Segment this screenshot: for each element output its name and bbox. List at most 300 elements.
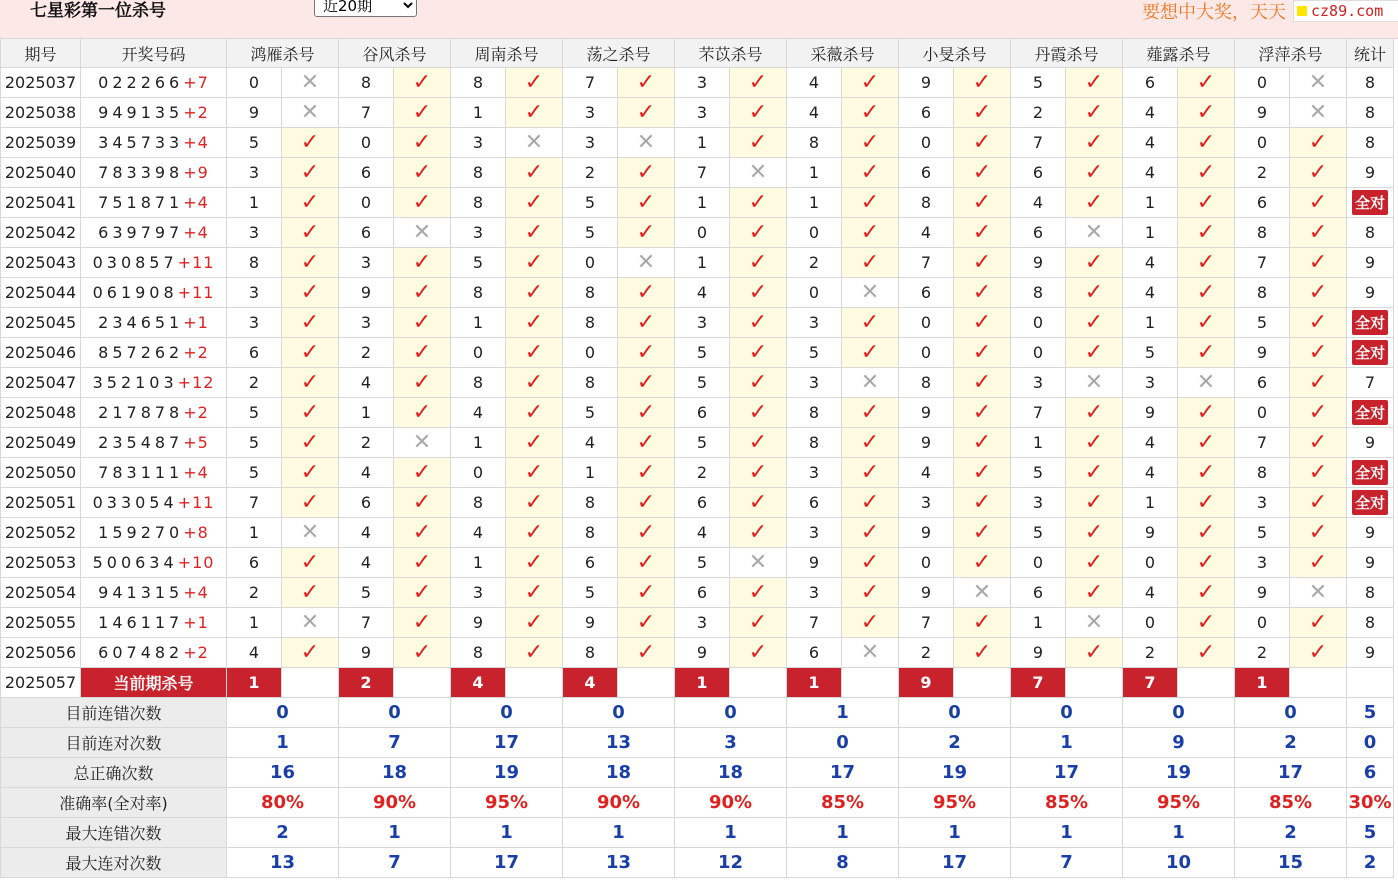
cross-icon <box>1290 578 1347 608</box>
table-row <box>1 488 1394 518</box>
check-icon <box>394 518 451 548</box>
summary-row <box>1 848 1394 878</box>
check-icon: ✓ <box>972 189 992 215</box>
draw-numbers <box>81 488 227 518</box>
stat-value: 8 <box>1364 103 1376 122</box>
kill-number: 1 <box>675 188 730 218</box>
issue-number: 2025048 <box>1 398 81 428</box>
col-header-expert: 浮萍杀号 <box>1235 39 1347 68</box>
stat-value: 9 <box>1364 283 1376 302</box>
draw-main: 061908 <box>92 283 178 302</box>
col-header-expert: 采薇杀号 <box>787 39 899 68</box>
summary-value: 0 <box>899 698 1011 728</box>
summary-value: 95% <box>1123 788 1235 818</box>
check-icon <box>730 248 787 278</box>
summary-value: 85% <box>1011 788 1123 818</box>
draw-bonus: +4 <box>183 133 209 152</box>
kill-number: 5 <box>787 338 842 368</box>
issue-number: 2025046 <box>1 338 81 368</box>
summary-value: 0 <box>1123 698 1235 728</box>
kill-number: 8 <box>451 188 506 218</box>
check-icon <box>1178 128 1235 158</box>
check-icon <box>394 638 451 668</box>
check-icon <box>730 428 787 458</box>
kill-number: 4 <box>1123 428 1178 458</box>
check-icon <box>1178 68 1235 98</box>
summary-value: 80% <box>227 788 339 818</box>
check-icon: ✓ <box>1196 489 1216 515</box>
draw-numbers <box>81 278 227 308</box>
summary-value: 0 <box>787 728 899 758</box>
kill-number: 5 <box>1235 518 1290 548</box>
kill-number: 2 <box>1123 638 1178 668</box>
check-icon <box>954 158 1011 188</box>
current-kill-spacer <box>1178 668 1235 698</box>
check-icon <box>1178 638 1235 668</box>
check-icon: ✓ <box>412 69 432 95</box>
kill-number: 6 <box>675 578 730 608</box>
kill-number: 6 <box>339 488 394 518</box>
cross-icon: ✕ <box>860 279 880 305</box>
summary-value: 9 <box>1123 728 1235 758</box>
kill-number: 0 <box>899 128 954 158</box>
kill-number: 4 <box>899 218 954 248</box>
all-right-badge: 全对 <box>1352 190 1388 215</box>
summary-value: 90% <box>675 788 787 818</box>
current-kill-number: 1 <box>1235 668 1290 698</box>
kill-number: 1 <box>451 98 506 128</box>
current-kill-number: 2 <box>339 668 394 698</box>
current-kill-number: 1 <box>787 668 842 698</box>
stat-value: 8 <box>1364 613 1376 632</box>
check-icon <box>1178 608 1235 638</box>
kill-number: 3 <box>899 488 954 518</box>
site-badge[interactable] <box>1293 0 1398 22</box>
kill-number: 0 <box>563 248 618 278</box>
kill-number: 9 <box>451 608 506 638</box>
check-icon <box>730 128 787 158</box>
issue-number: 2025054 <box>1 578 81 608</box>
check-icon <box>506 308 563 338</box>
check-icon: ✓ <box>1308 159 1328 185</box>
check-icon <box>1178 218 1235 248</box>
draw-main: 146117 <box>98 613 184 632</box>
kill-number: 8 <box>563 518 618 548</box>
draw-bonus: +11 <box>177 253 215 272</box>
draw-numbers <box>81 638 227 668</box>
draw-bonus: +4 <box>183 463 209 482</box>
check-icon <box>1066 518 1123 548</box>
kill-number: 4 <box>563 428 618 458</box>
check-icon <box>618 218 675 248</box>
check-icon: ✓ <box>748 459 768 485</box>
check-icon: ✓ <box>1308 249 1328 275</box>
check-icon: ✓ <box>1084 279 1104 305</box>
draw-numbers <box>81 518 227 548</box>
kill-number: 3 <box>787 458 842 488</box>
summary-value: 18 <box>675 758 787 788</box>
kill-number: 7 <box>675 158 730 188</box>
kill-number: 2 <box>1011 98 1066 128</box>
draw-numbers <box>81 548 227 578</box>
cross-icon: ✕ <box>1084 369 1104 395</box>
kill-number: 1 <box>227 518 282 548</box>
col-header-expert: 周南杀号 <box>451 39 563 68</box>
col-header-stat: 统计 <box>1347 39 1394 68</box>
kill-number: 0 <box>1011 338 1066 368</box>
summary-value: 0 <box>451 698 563 728</box>
check-icon: ✓ <box>300 159 320 185</box>
kill-number: 1 <box>451 428 506 458</box>
kill-number: 4 <box>899 458 954 488</box>
check-icon: ✓ <box>300 489 320 515</box>
check-icon <box>1290 548 1347 578</box>
kill-number: 3 <box>1123 368 1178 398</box>
check-icon: ✓ <box>300 279 320 305</box>
kill-number: 8 <box>787 398 842 428</box>
draw-main: 783398 <box>98 163 184 182</box>
check-icon <box>1178 248 1235 278</box>
kill-number-table <box>0 38 1394 878</box>
draw-numbers <box>81 158 227 188</box>
summary-stat: 0 <box>1347 728 1394 758</box>
stat-cell <box>1347 158 1394 188</box>
check-icon <box>1066 68 1123 98</box>
check-icon: ✓ <box>524 219 544 245</box>
draw-numbers <box>81 608 227 638</box>
draw-numbers <box>81 128 227 158</box>
check-icon <box>394 128 451 158</box>
draw-main: 033054 <box>92 493 178 512</box>
draw-numbers <box>81 578 227 608</box>
check-icon <box>282 248 339 278</box>
draw-main: 235487 <box>98 433 184 452</box>
stat-cell <box>1347 218 1394 248</box>
kill-number: 0 <box>1123 548 1178 578</box>
check-icon <box>1178 458 1235 488</box>
check-icon <box>1290 158 1347 188</box>
check-icon <box>506 428 563 458</box>
draw-bonus: +2 <box>183 403 209 422</box>
check-icon: ✓ <box>1084 579 1104 605</box>
kill-number: 9 <box>787 548 842 578</box>
check-icon: ✓ <box>300 639 320 665</box>
kill-number: 0 <box>451 458 506 488</box>
check-icon <box>394 248 451 278</box>
check-icon: ✓ <box>412 459 432 485</box>
kill-number: 4 <box>675 518 730 548</box>
kill-number: 8 <box>563 488 618 518</box>
kill-number: 5 <box>563 218 618 248</box>
kill-number: 3 <box>675 608 730 638</box>
check-icon: ✓ <box>972 609 992 635</box>
check-icon <box>282 158 339 188</box>
draw-bonus: +2 <box>183 103 209 122</box>
check-icon: ✓ <box>1196 459 1216 485</box>
stat-cell <box>1347 368 1394 398</box>
check-icon <box>282 578 339 608</box>
check-icon <box>842 488 899 518</box>
col-header-expert: 薤露杀号 <box>1123 39 1235 68</box>
check-icon: ✓ <box>524 69 544 95</box>
kill-number: 1 <box>1123 218 1178 248</box>
check-icon: ✓ <box>524 459 544 485</box>
kill-number: 3 <box>339 248 394 278</box>
check-icon: ✓ <box>412 129 432 155</box>
check-icon <box>1290 338 1347 368</box>
cross-icon: ✕ <box>300 519 320 545</box>
cross-icon: ✕ <box>412 219 432 245</box>
draw-bonus: +7 <box>183 73 209 92</box>
check-icon: ✓ <box>1196 99 1216 125</box>
check-icon: ✓ <box>524 429 544 455</box>
kill-number: 1 <box>563 458 618 488</box>
stat-value: 8 <box>1364 133 1376 152</box>
stat-value: 9 <box>1364 253 1376 272</box>
kill-number: 6 <box>1235 368 1290 398</box>
check-icon <box>842 338 899 368</box>
check-icon: ✓ <box>1196 519 1216 545</box>
check-icon: ✓ <box>860 309 880 335</box>
check-icon: ✓ <box>1084 309 1104 335</box>
kill-number: 3 <box>227 218 282 248</box>
table-row <box>1 248 1394 278</box>
check-icon <box>842 218 899 248</box>
check-icon <box>394 158 451 188</box>
kill-number: 8 <box>1235 218 1290 248</box>
check-icon: ✓ <box>972 429 992 455</box>
check-icon: ✓ <box>1084 429 1104 455</box>
check-icon <box>506 158 563 188</box>
stat-cell <box>1347 398 1394 428</box>
check-icon: ✓ <box>748 429 768 455</box>
issue-number: 2025055 <box>1 608 81 638</box>
check-icon <box>506 218 563 248</box>
kill-number: 6 <box>339 218 394 248</box>
stat-cell <box>1347 638 1394 668</box>
check-icon: ✓ <box>748 99 768 125</box>
current-kill-spacer <box>1066 668 1123 698</box>
check-icon: ✓ <box>412 369 432 395</box>
check-icon <box>1178 278 1235 308</box>
draw-numbers <box>81 368 227 398</box>
kill-number: 6 <box>339 158 394 188</box>
check-icon: ✓ <box>1308 429 1328 455</box>
table-row <box>1 218 1394 248</box>
check-icon <box>506 398 563 428</box>
check-icon: ✓ <box>860 339 880 365</box>
draw-numbers <box>81 218 227 248</box>
kill-number: 4 <box>787 68 842 98</box>
check-icon <box>282 368 339 398</box>
check-icon: ✓ <box>1084 459 1104 485</box>
kill-number: 9 <box>899 578 954 608</box>
stat-cell <box>1347 308 1394 338</box>
current-kill-number: 4 <box>563 668 618 698</box>
kill-number: 2 <box>675 458 730 488</box>
check-icon: ✓ <box>972 219 992 245</box>
draw-numbers <box>81 68 227 98</box>
check-icon: ✓ <box>1084 99 1104 125</box>
check-icon: ✓ <box>748 639 768 665</box>
current-kill-number: 7 <box>1011 668 1066 698</box>
check-icon <box>954 308 1011 338</box>
kill-number: 8 <box>899 188 954 218</box>
check-icon: ✓ <box>412 639 432 665</box>
check-icon: ✓ <box>748 69 768 95</box>
kill-number: 1 <box>787 158 842 188</box>
kill-number: 4 <box>227 638 282 668</box>
check-icon <box>394 578 451 608</box>
check-icon <box>506 98 563 128</box>
kill-number: 2 <box>899 638 954 668</box>
check-icon: ✓ <box>636 459 656 485</box>
summary-row <box>1 698 1394 728</box>
issue-number: 2025056 <box>1 638 81 668</box>
stat-cell <box>1347 188 1394 218</box>
kill-number: 4 <box>1123 128 1178 158</box>
summary-value: 15 <box>1235 848 1347 878</box>
check-icon <box>1290 368 1347 398</box>
check-icon: ✓ <box>860 609 880 635</box>
kill-number: 6 <box>563 548 618 578</box>
draw-main: 639797 <box>98 223 184 242</box>
kill-number: 4 <box>1123 158 1178 188</box>
check-icon: ✓ <box>412 249 432 275</box>
check-icon <box>730 218 787 248</box>
stat-value: 7 <box>1364 373 1376 392</box>
issue-number: 2025041 <box>1 188 81 218</box>
summary-value: 95% <box>451 788 563 818</box>
check-icon: ✓ <box>300 459 320 485</box>
check-icon <box>618 68 675 98</box>
summary-value: 17 <box>899 848 1011 878</box>
check-icon: ✓ <box>524 489 544 515</box>
kill-number: 3 <box>451 578 506 608</box>
draw-bonus: +1 <box>183 313 209 332</box>
check-icon <box>730 308 787 338</box>
cross-icon: ✕ <box>972 579 992 605</box>
check-icon: ✓ <box>972 399 992 425</box>
check-icon: ✓ <box>412 189 432 215</box>
check-icon <box>506 338 563 368</box>
kill-number: 5 <box>563 398 618 428</box>
kill-number: 7 <box>899 608 954 638</box>
table-row <box>1 368 1394 398</box>
kill-number: 7 <box>563 68 618 98</box>
check-icon <box>842 68 899 98</box>
kill-number: 3 <box>227 158 282 188</box>
summary-value: 2 <box>899 728 1011 758</box>
check-icon <box>1066 458 1123 488</box>
kill-number: 0 <box>1235 128 1290 158</box>
kill-number: 2 <box>563 158 618 188</box>
check-icon: ✓ <box>860 189 880 215</box>
kill-number: 8 <box>451 638 506 668</box>
check-icon: ✓ <box>1084 189 1104 215</box>
kill-number: 3 <box>1235 488 1290 518</box>
kill-number: 2 <box>227 578 282 608</box>
summary-value: 1 <box>899 818 1011 848</box>
kill-number: 8 <box>451 488 506 518</box>
summary-label: 目前连错次数 <box>1 698 227 728</box>
kill-number: 3 <box>227 278 282 308</box>
stat-cell <box>1347 248 1394 278</box>
check-icon <box>282 188 339 218</box>
summary-value: 3 <box>675 728 787 758</box>
check-icon <box>618 338 675 368</box>
issue-number: 2025045 <box>1 308 81 338</box>
stat-value: 9 <box>1364 643 1376 662</box>
table-row <box>1 428 1394 458</box>
check-icon <box>618 398 675 428</box>
all-right-badge: 全对 <box>1352 340 1388 365</box>
draw-main: 857262 <box>98 343 184 362</box>
col-header-expert: 鸿雁杀号 <box>227 39 339 68</box>
check-icon: ✓ <box>636 189 656 215</box>
summary-value: 0 <box>563 698 675 728</box>
kill-number: 9 <box>1235 98 1290 128</box>
col-header-expert: 小旻杀号 <box>899 39 1011 68</box>
kill-number: 8 <box>787 128 842 158</box>
summary-value: 16 <box>227 758 339 788</box>
kill-number: 6 <box>1235 188 1290 218</box>
check-icon <box>282 278 339 308</box>
check-icon <box>730 638 787 668</box>
stat-cell <box>1347 428 1394 458</box>
check-icon: ✓ <box>860 129 880 155</box>
draw-numbers <box>81 428 227 458</box>
period-select[interactable] <box>314 0 417 17</box>
check-icon <box>842 188 899 218</box>
kill-number: 9 <box>563 608 618 638</box>
stat-cell <box>1347 488 1394 518</box>
draw-bonus: +9 <box>183 163 209 182</box>
check-icon: ✓ <box>1084 549 1104 575</box>
check-icon <box>618 158 675 188</box>
kill-number: 4 <box>1123 248 1178 278</box>
kill-number: 5 <box>675 548 730 578</box>
kill-number: 2 <box>339 428 394 458</box>
summary-value: 18 <box>563 758 675 788</box>
draw-bonus: +11 <box>177 493 215 512</box>
check-icon <box>618 488 675 518</box>
issue-number: 2025040 <box>1 158 81 188</box>
table-row <box>1 338 1394 368</box>
col-header-expert: 谷风杀号 <box>339 39 451 68</box>
check-icon <box>394 368 451 398</box>
check-icon <box>1178 158 1235 188</box>
draw-bonus: +2 <box>183 343 209 362</box>
check-icon: ✓ <box>1196 639 1216 665</box>
kill-number: 4 <box>1123 98 1178 128</box>
stat-cell <box>1347 338 1394 368</box>
summary-value: 17 <box>451 728 563 758</box>
check-icon: ✓ <box>636 489 656 515</box>
kill-number: 4 <box>339 548 394 578</box>
kill-number: 8 <box>451 368 506 398</box>
check-icon: ✓ <box>636 369 656 395</box>
check-icon: ✓ <box>524 189 544 215</box>
kill-number: 4 <box>451 398 506 428</box>
kill-number: 6 <box>787 638 842 668</box>
check-icon <box>1066 638 1123 668</box>
check-icon: ✓ <box>412 99 432 125</box>
kill-number: 5 <box>1011 458 1066 488</box>
stat-cell <box>1347 548 1394 578</box>
check-icon: ✓ <box>300 399 320 425</box>
kill-number: 8 <box>563 368 618 398</box>
